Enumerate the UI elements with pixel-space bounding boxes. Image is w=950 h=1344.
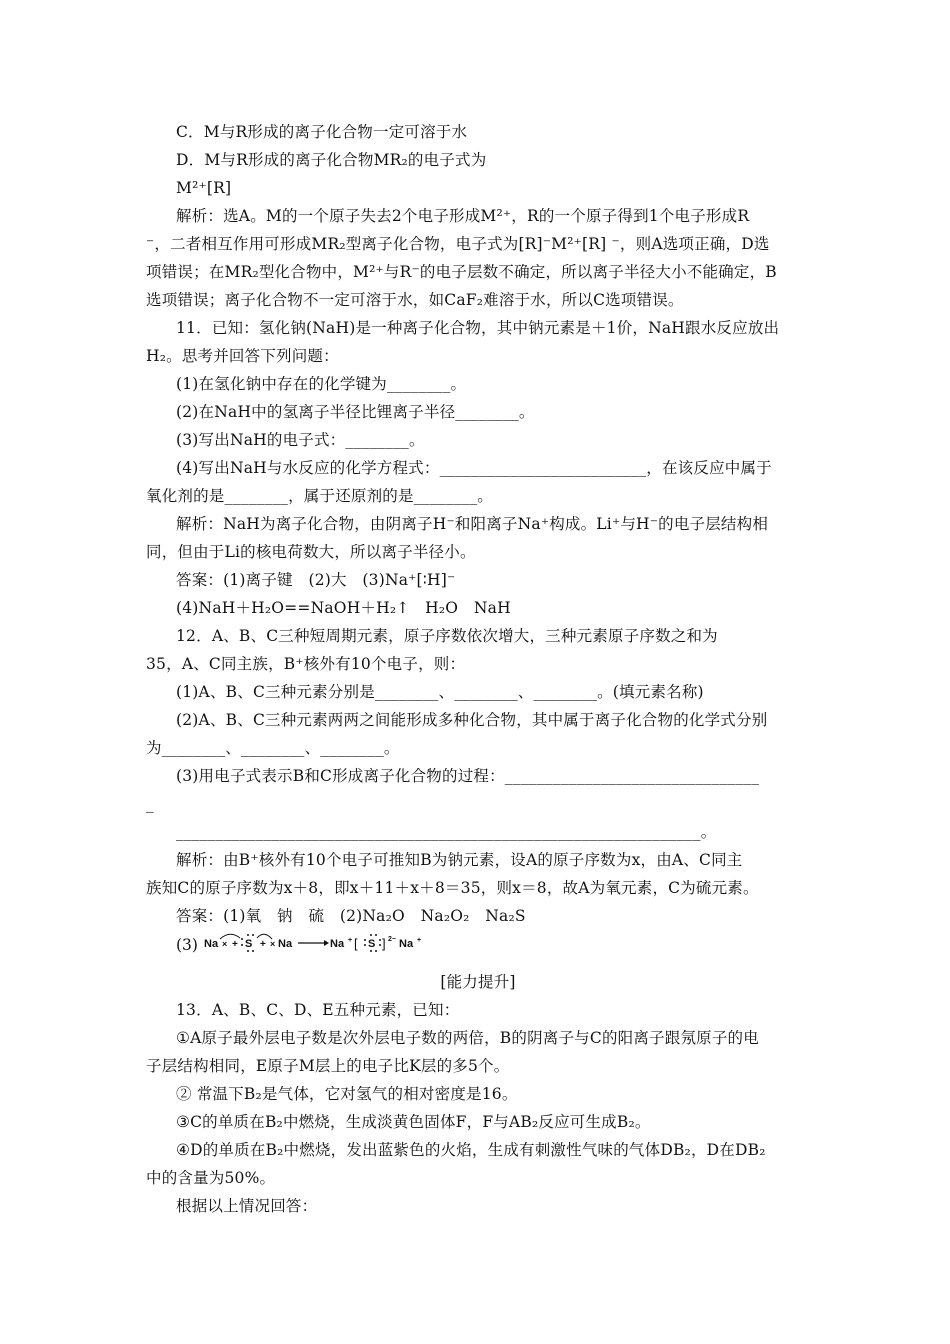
question-11-stem-cont: H₂。思考并回答下列问题： bbox=[146, 347, 339, 365]
question-12-stem: 12．A、B、C三种短周期元素，原子序数依次增大，三种元素原子序数之和为 bbox=[176, 627, 718, 645]
lhs-sulfur: S bbox=[245, 938, 253, 950]
question-12-part-2-cont: 为________、________、________。 bbox=[146, 739, 400, 757]
section-heading-ability: [能力提升] bbox=[440, 973, 516, 991]
svg-text:2−: 2− bbox=[388, 936, 396, 943]
question-12-part-2: (2)A、B、C三种元素两两之间能形成多种化合物，其中属于离子化合物的化学式分别 bbox=[176, 711, 768, 729]
analysis-10-line-2: ⁻，二者相互作用可形成MR₂型离子化合物，电子式为[R]⁻M²⁺[R] ⁻，则A选项正确，D选 bbox=[146, 235, 770, 253]
rhs-sodium-1: Na bbox=[330, 938, 345, 950]
question-13-clue-2: ② 常温下B₂是气体，它对氢气的相对密度是16。 bbox=[176, 1085, 518, 1103]
question-11-part-2: (2)在NaH中的氢离子半径比锂离子半径________。 bbox=[176, 403, 535, 421]
question-12-stem-cont: 35，A、C同主族，B⁺核外有10个电子，则： bbox=[146, 655, 466, 673]
ionic-bond-formation-diagram bbox=[202, 930, 462, 964]
svg-text:×: × bbox=[222, 939, 228, 949]
svg-text:+: + bbox=[260, 939, 266, 950]
answer-11-line-2: (4)NaH＋H₂O==NaOH＋H₂↑ H₂O NaH bbox=[176, 599, 511, 617]
question-11-part-3: (3)写出NaH的电子式：________。 bbox=[176, 431, 425, 449]
analysis-10-line-4: 选项错误；离子化合物不一定可溶于水，如CaF₂难溶于水，所以C选项错误。 bbox=[146, 291, 684, 309]
lhs-sodium-1: Na bbox=[204, 938, 219, 950]
question-13-prompt: 根据以上情况回答： bbox=[176, 1197, 318, 1215]
question-11-part-1: (1)在氢化钠中存在的化学键为________。 bbox=[176, 375, 467, 393]
lhs-sodium-2: Na bbox=[278, 938, 293, 950]
rhs-sodium-2: Na bbox=[399, 938, 414, 950]
question-13-stem: 13．A、B、C、D、E五种元素，已知： bbox=[176, 1001, 460, 1019]
question-13-clue-1: ①A原子最外层电子数是次外层电子数的两倍，B的阴离子与C的阳离子跟氖原子的电 bbox=[176, 1029, 759, 1047]
question-12-part-3: (3)用电子式表示B和C形成离子化合物的过程：________________________________ bbox=[176, 767, 760, 785]
answer-12-line-1: 答案：(1)氧 钠 硫 (2)Na₂O Na₂O₂ Na₂S bbox=[176, 907, 526, 925]
electron-formula-figure bbox=[176, 928, 676, 968]
svg-text:]: ] bbox=[382, 936, 386, 951]
rhs-sulfur: S bbox=[368, 938, 376, 950]
option-c: C．M与R形成的离子化合物一定可溶于水 bbox=[176, 123, 468, 141]
question-13-clue-4-cont: 中的含量为50%。 bbox=[146, 1169, 276, 1187]
analysis-11-line-2: 同，但由于Li的核电荷数大，所以离子半径小。 bbox=[146, 543, 476, 561]
analysis-11-line-1: 解析：NaH为离子化合物，由阴离子H⁻和阳离子Na⁺构成。Li⁺与H⁻的电子层结构相 bbox=[176, 515, 769, 533]
question-12-part-1: (1)A、B、C三种元素分别是________、________、________。(填元素名称) bbox=[176, 683, 704, 701]
analysis-12-line-1: 解析：由B⁺核外有10个电子可推知B为钠元素，设A的原子序数为x，由A、C同主 bbox=[176, 851, 743, 869]
answer-11-line-1: 答案：(1)离子键 (2)大 (3)Na⁺[∶H]⁻ bbox=[176, 571, 456, 589]
option-d-formula: M²⁺[R] bbox=[176, 179, 232, 197]
question-11-part-4: (4)写出NaH与水反应的化学方程式：__________________________，在该反应中属于 bbox=[176, 459, 772, 477]
question-13-clue-3: ③C的单质在B₂中燃烧，生成淡黄色固体F，F与AB₂反应可生成B₂。 bbox=[176, 1113, 651, 1131]
question-13-clue-1-cont: 子层结构相同，E原子M层上的电子比K层的多5个。 bbox=[146, 1057, 510, 1075]
svg-text:+: + bbox=[348, 937, 353, 944]
question-11-part-4-cont: 氧化剂的是________，属于还原剂的是________。 bbox=[146, 487, 494, 505]
question-13-clue-4: ④D的单质在B₂中燃烧，发出蓝紫色的火焰，生成有刺激性气味的气体DB₂，D在DB₂ bbox=[176, 1141, 766, 1159]
figure-label: (3) bbox=[176, 936, 198, 954]
option-d: D．M与R形成的离子化合物MR₂的电子式为 bbox=[176, 151, 487, 169]
svg-text:×: × bbox=[270, 939, 276, 949]
analysis-10-line-1: 解析：选A。M的一个原子失去2个电子形成M²⁺，R的一个原子得到1个电子形成R bbox=[176, 207, 750, 225]
svg-text:+: + bbox=[232, 939, 238, 950]
question-12-part-3-blank: _ bbox=[146, 795, 154, 813]
svg-text:[: [ bbox=[354, 936, 358, 951]
question-11-stem: 11．已知：氢化钠(NaH)是一种离子化合物，其中钠元素是＋1价，NaH跟水反应放出 bbox=[176, 319, 780, 337]
question-12-part-3-blank-2: __________________________________________________________________。 bbox=[176, 823, 717, 841]
svg-text:+: + bbox=[417, 937, 422, 944]
analysis-12-line-2: 族知C的原子序数为x＋8，即x＋11＋x＋8＝35，则x＝8，故A为氧元素，C为硫元素。 bbox=[146, 879, 759, 897]
analysis-10-line-3: 项错误；在MR₂型化合物中，M²⁺与R⁻的电子层数不确定，所以离子半径大小不能确定，B bbox=[146, 263, 777, 281]
